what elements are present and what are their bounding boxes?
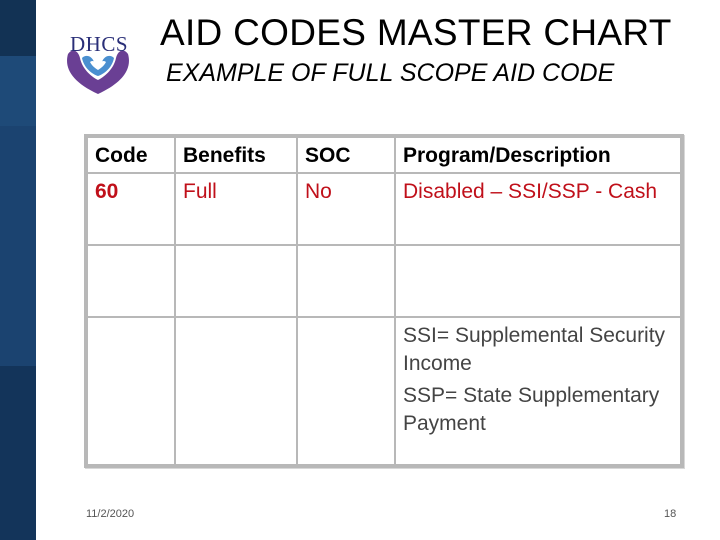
ssi-definition: SSI= Supplemental Security Income <box>403 324 666 375</box>
table-row <box>87 245 681 317</box>
header-code: Code <box>87 137 175 173</box>
table-row <box>87 317 681 465</box>
left-side-bar <box>0 0 36 540</box>
side-bar-segment <box>0 0 36 56</box>
cell-code <box>87 245 175 317</box>
logo-text: DHCS <box>70 32 129 56</box>
side-bar-segment <box>0 366 36 540</box>
cell-description <box>395 245 681 317</box>
header-benefits: Benefits <box>175 137 297 173</box>
cell-soc: No <box>297 173 395 245</box>
cell-benefits <box>175 317 297 465</box>
table-row <box>87 173 681 245</box>
side-bar-segment <box>0 126 36 366</box>
cell-benefits: Full <box>175 173 297 245</box>
side-bar-segment <box>0 56 36 126</box>
cell-benefits <box>175 245 297 317</box>
dhcs-logo <box>62 28 136 98</box>
table-header-row <box>87 137 681 173</box>
footer-date: 11/2/2020 <box>86 508 135 520</box>
slide-subtitle: EXAMPLE OF FULL SCOPE AID CODE <box>166 59 615 87</box>
aid-code-table <box>84 134 684 468</box>
cell-description: Disabled – SSI/SSP - Cash <box>395 173 681 245</box>
cell-soc <box>297 245 395 317</box>
ssp-definition: SSP= State Supplementary Payment <box>403 384 660 435</box>
cell-description <box>395 317 681 465</box>
cell-soc <box>297 317 395 465</box>
header-soc: SOC <box>297 137 395 173</box>
header-program-description: Program/Description <box>395 137 681 173</box>
slide-title: AID CODES MASTER CHART <box>160 12 672 53</box>
footer-page-number: 18 <box>664 508 677 520</box>
cell-code: 60 <box>87 173 175 245</box>
cell-code <box>87 317 175 465</box>
